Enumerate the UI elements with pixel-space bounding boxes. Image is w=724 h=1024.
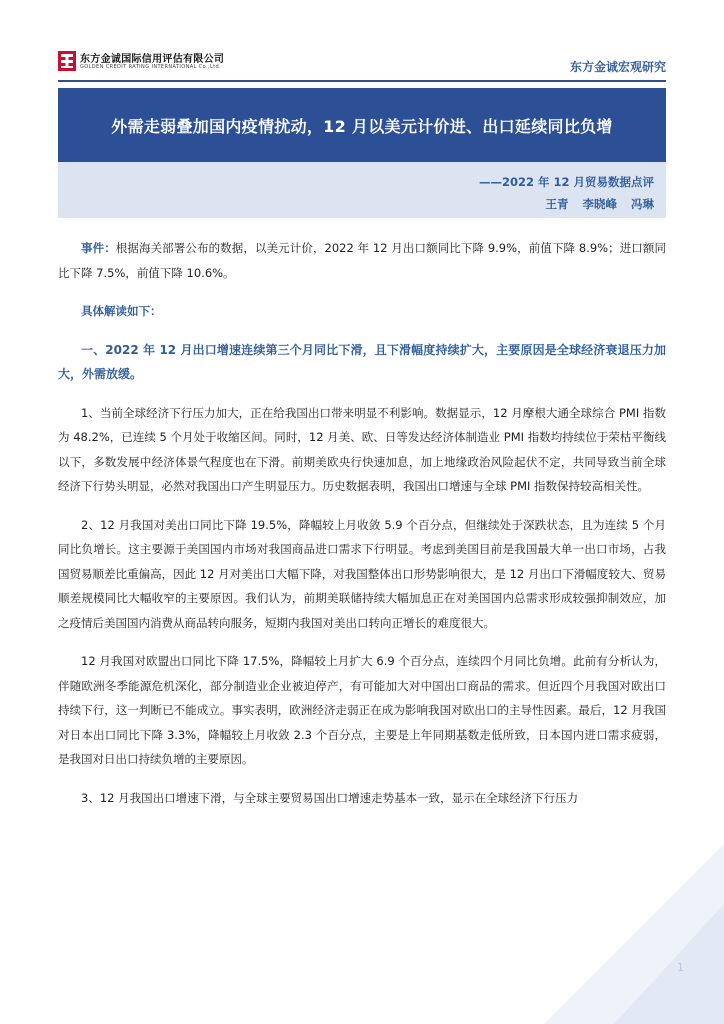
report-authors: 王青 李晓峰 冯琳 — [545, 197, 654, 211]
corner-decoration — [484, 824, 724, 1024]
page-number: 1 — [677, 961, 684, 974]
report-title: 外需走弱叠加国内疫情扰动，12 月以美元计价进、出口延续同比负增 — [111, 116, 613, 136]
company-name-cn: 东方金诚国际信用评估有限公司 — [80, 54, 225, 65]
event-paragraph — [58, 236, 666, 285]
company-name-en: GOLDEN CREDIT RATING INTERNATIONAL Co.,Ltd. — [80, 64, 222, 70]
detail-label: 具体解读如下： — [81, 304, 162, 318]
event-label: 事件： — [81, 241, 116, 255]
paragraph-3: 12 月我国对欧盟出口同比下降 17.5%，降幅较上月扩大 6.9 个百分点，连续四个月同比负增。此前有分析认为，伴随欧洲冬季能源危机深化，部分制造业企业被迫停产，有可能加大对中国出口商品的需求。但近四个月我国对欧出口持续下行，这一判断已不能成立。事实表明，欧洲经济走弱正在成为影响我国对欧出口的主导性因素。最后，12 月我国对日本出口同比下降 3.3%，降幅较上月收敛 2.3 个百分点，主要是上年同期基数走低所致，日本国内进口需求疲弱，是我国对日出口持续负增的主要原因。 — [58, 654, 666, 766]
paragraph-2: 2、12 月我国对美出口同比下降 19.5%，降幅较上月收敛 5.9 个百分点，但继续处于深跌状态，且为连续 5 个月同比负增长。这主要源于美国国内市场对我国商品进口需求下行明显。考虑到美国目前是我国最大单一出口市场，占我国贸易顺差比重偏高，因此 12 月对美出口大幅下降，对我国整体出口形势影响很大，是 12 月出口下滑幅度较大、贸易顺差规模同比大幅收窄的主要原因。我们认为，前期美联储持续大幅加息正在对美国国内总需求形成较强抑制效应，加之疫情后美国国内消费从商品转向服务，短期内我国对美出口转向正增长的难度很大。 — [58, 517, 666, 630]
subtitle-band — [58, 162, 666, 218]
detail-intro — [58, 299, 666, 324]
report-body — [58, 236, 666, 810]
section-heading-1: 一、2022 年 12 月出口增速连续第三个月同比下滑，且下滑幅度持续扩大，主要原因是全球经济衰退压力加大，外需放缓。 — [58, 342, 666, 381]
header-divider — [58, 80, 666, 82]
company-logo-icon — [58, 51, 76, 71]
title-banner — [58, 88, 666, 162]
report-subtitle: ——2022 年 12 月贸易数据点评 — [478, 175, 654, 189]
event-text: 根据海关部署公布的数据，以美元计价，2022 年 12 月出口额同比下降 9.9%，前值下降 8.9%；进口额同比下降 7.5%，前值下降 10.6%。 — [58, 241, 666, 280]
page-header — [58, 48, 666, 78]
paragraph-4: 3、12 月我国出口增速下滑，与全球主要贸易国出口增速走势基本一致，显示在全球经济下行压力 — [81, 790, 579, 805]
research-section-label: 东方金诚宏观研究 — [569, 60, 666, 74]
paragraph-1: 1、当前全球经济下行压力加大，正在给我国出口带来明显不利影响。数据显示，12 月摩根大通全球综合 PMI 指数为 48.2%，已连续 5 个月处于收缩区间。同时，12 月美、欧、日等发达经济体制造业 PMI 指数均持续位于荣枯平衡线以下，多数发展中经济体景气程度也在下滑。前期美欧央行快速加息，加上地缘政治风险起伏不定，共同导致当前全球经济下行势头明显，必然对我国出口产生明显压力。历史数据表明，我国出口增速与全球 PMI 指数保持较高相关性。 — [58, 405, 666, 493]
